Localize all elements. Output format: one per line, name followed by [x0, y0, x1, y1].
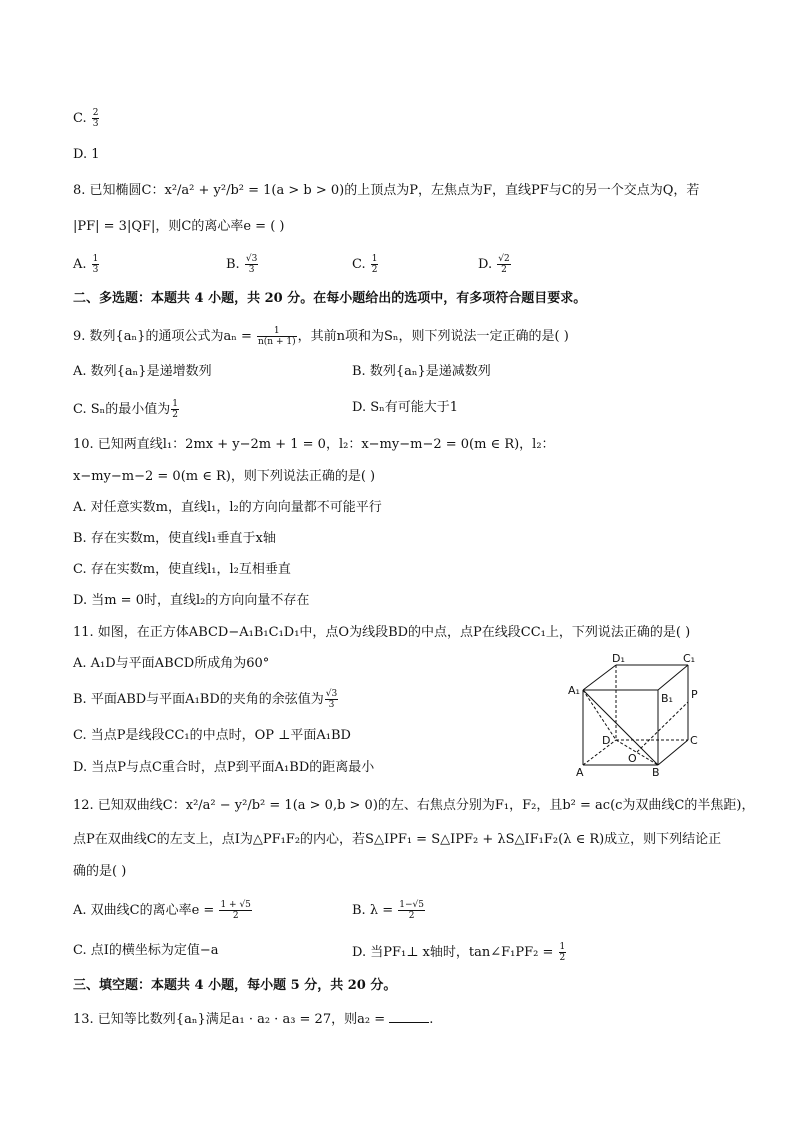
q9-option-a: A. 数列{aₙ}是递增数列: [73, 364, 212, 379]
fraction: [257, 326, 297, 347]
q8-stem-line1: 8. 已知椭圆C：x²/a² + y²/b² = 1(a > b > 0)的上顶点为P，左焦点为F，直线PF与C的另一个交点为Q，若: [73, 183, 700, 198]
q12-option-d: [352, 942, 567, 963]
q9-option-c: [73, 399, 180, 420]
fraction: [497, 254, 510, 275]
fraction: [92, 108, 100, 129]
q8-option-c: [352, 254, 379, 275]
fraction: [559, 942, 567, 963]
q11-option-b: [73, 689, 339, 710]
cube-figure: [566, 650, 716, 780]
fraction-den: 3: [92, 119, 99, 129]
section-heading-fill-blank: 三、填空题：本题共 4 小题，每小题 5 分，共 20 分。: [73, 978, 397, 993]
fraction-num: 1: [371, 254, 378, 264]
fraction-num: 2: [92, 108, 99, 118]
label-b1: B₁: [661, 692, 673, 705]
q9-stem: [73, 326, 569, 347]
fraction: [219, 900, 251, 921]
fraction: [92, 254, 100, 275]
label-c: C: [690, 734, 698, 747]
q10-stem-line2: x−my−m−2 = 0(m ∈ R)，则下列说法正确的是( ): [73, 469, 376, 484]
fraction-num: 1: [559, 942, 566, 952]
fraction-num: √2: [498, 254, 510, 264]
q7-option-d: D. 1: [73, 147, 100, 162]
q12-option-b: [352, 900, 426, 921]
option-label: C.: [73, 111, 91, 126]
fraction-num: 1: [257, 326, 297, 337]
q9-option-b: B. 数列{aₙ}是递减数列: [352, 364, 491, 379]
label-a1: A₁: [568, 684, 580, 697]
option-label: B.: [226, 257, 244, 272]
fraction: [398, 900, 425, 921]
fraction-den: 3: [328, 700, 335, 710]
q10-option-b: B. 存在实数m，使直线l₁垂直于x轴: [73, 531, 276, 546]
stem-end: .: [429, 1012, 434, 1027]
fraction-num: 1−√5: [399, 900, 424, 910]
q10-option-d: D. 当m = 0时，直线l₂的方向向量不存在: [73, 593, 310, 608]
q8-option-d: [478, 254, 512, 275]
fraction: [245, 254, 258, 275]
q10-option-c: C. 存在实数m，使直线l₁，l₂互相垂直: [73, 562, 291, 577]
fraction-num: 1: [172, 399, 179, 409]
answer-blank[interactable]: [389, 1010, 429, 1023]
q12-stem-line1: 12. 已知双曲线C：x²/a² − y²/b² = 1(a > 0,b > 0)的左、右焦点分别为F₁，F₂，且b² = ac(c为双曲线C的半焦距)，: [73, 798, 755, 813]
option-label: A.: [73, 257, 91, 272]
option-text: B. 平面ABD与平面A₁BD的夹角的余弦值为: [73, 692, 324, 707]
option-text: C. Sₙ的最小值为: [73, 402, 171, 417]
fraction: [371, 254, 379, 275]
q8-stem-line2: |PF| = 3|QF|，则C的离心率e = ( ): [73, 219, 285, 234]
fraction-num: √3: [245, 254, 258, 264]
q10-option-a: A. 对任意实数m，直线l₁，l₂的方向向量都不可能平行: [73, 500, 382, 515]
q8-option-b: [226, 254, 259, 275]
fraction-den: 2: [559, 953, 566, 963]
fraction-den: n(n + 1): [257, 337, 296, 347]
q9-option-d: D. Sₙ有可能大于1: [352, 400, 459, 415]
q10-stem-line1: 10. 已知两直线l₁：2mx + y−2m + 1 = 0，l₂：x−my−m−2 = 0(m ∈ R)，l₂：: [73, 437, 555, 452]
label-b: B: [652, 766, 660, 779]
q7-option-c: [73, 108, 100, 129]
fraction: [171, 399, 179, 420]
fraction-den: 2: [172, 410, 179, 420]
label-a: A: [576, 766, 584, 779]
fraction-num: 1: [92, 254, 99, 264]
option-label: D.: [478, 257, 497, 272]
fraction-den: 2: [371, 265, 378, 275]
label-d1: D₁: [612, 652, 625, 665]
label-d: D: [602, 734, 611, 747]
section-heading-multi-choice: 二、多选题：本题共 4 小题，共 20 分。在每小题给出的选项中，有多项符合题目要求。: [73, 291, 587, 306]
stem-text: ，其前n项和为Sₙ，则下列说法一定正确的是( ): [297, 329, 569, 344]
fraction-num: √3: [325, 689, 338, 699]
fraction-num: 1 + √5: [220, 900, 251, 910]
label-p: P: [691, 688, 698, 701]
q11-option-c: C. 当点P是线段CC₁的中点时，OP ⊥平面A₁BD: [73, 728, 351, 743]
q11-stem: 11. 如图，在正方体ABCD−A₁B₁C₁D₁中，点O为线段BD的中点，点P在线段CC₁上，下列说法正确的是( ): [73, 625, 691, 640]
q8-option-a: [73, 254, 100, 275]
fraction-den: 3: [92, 265, 99, 275]
option-text: D. 当PF₁⊥ x轴时，tan∠F₁PF₂ =: [352, 945, 558, 960]
option-label: C.: [352, 257, 370, 272]
option-text: A. 双曲线C的离心率e =: [73, 903, 219, 918]
option-text: B. λ =: [352, 903, 398, 918]
fraction-den: 2: [232, 911, 239, 921]
fraction-den: 2: [501, 265, 507, 275]
q11-option-d: D. 当点P与点C重合时，点P到平面A₁BD的距离最小: [73, 760, 375, 775]
q11-option-a: A. A₁D与平面ABCD所成角为60°: [73, 656, 270, 671]
q12-option-c: C. 点I的横坐标为定值−a: [73, 943, 219, 958]
fraction: [325, 689, 338, 710]
stem-text: 9. 数列{aₙ}的通项公式为aₙ =: [73, 329, 256, 344]
q12-stem-line2: 点P在双曲线C的左支上，点I为△PF₁F₂的内心，若S△IPF₁ = S△IPF₂ + λS△IF₁F₂(λ ∈ R)成立，则下列结论正: [73, 832, 722, 847]
label-o: O: [628, 752, 637, 765]
fraction-den: 3: [248, 265, 255, 275]
label-c1: C₁: [683, 652, 696, 665]
stem-text: 13. 已知等比数列{aₙ}满足a₁ · a₂ · a₃ = 27，则a₂ =: [73, 1012, 390, 1027]
q12-option-a: [73, 900, 253, 921]
fraction-den: 2: [408, 911, 415, 921]
q12-stem-line3: 确的是( ): [73, 864, 127, 879]
q13-stem: [73, 1010, 433, 1029]
